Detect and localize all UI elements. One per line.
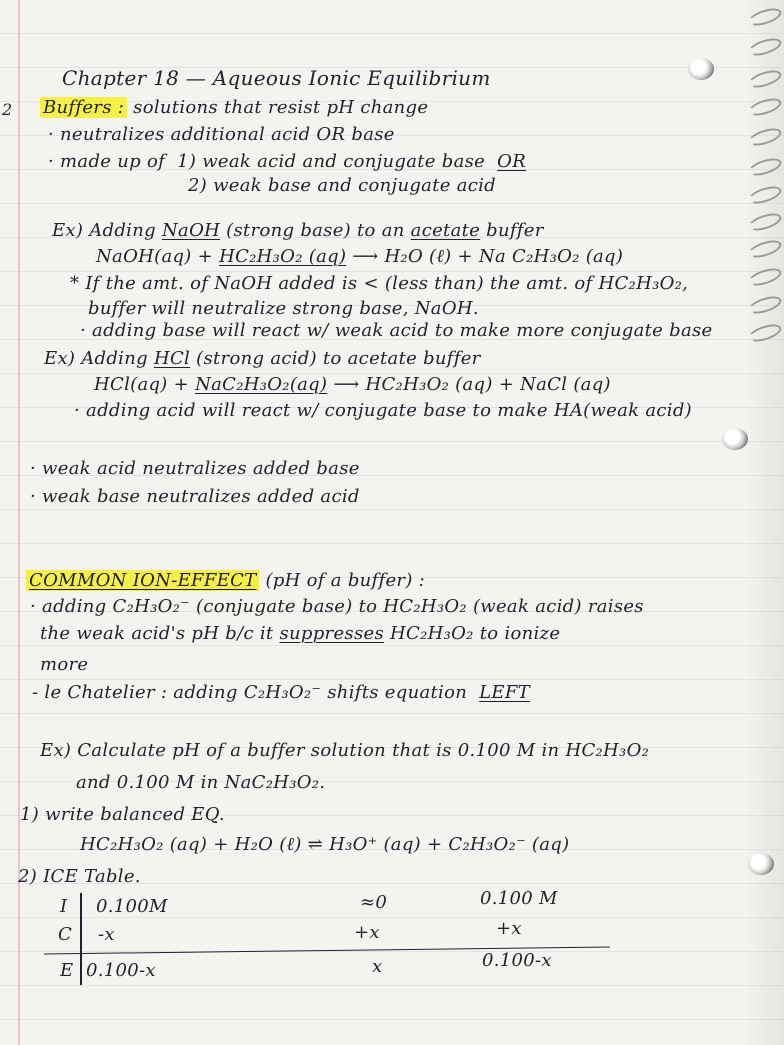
spiral-coil [747,125,784,149]
buffers-bullet-2-item-2: 2) weak base and conjugate acid [188,175,496,196]
ci-line4-prefix: - le Chatelier : adding C₂H₃O₂⁻ shifts equation [32,682,468,703]
ice-cell: 0.100 M [480,888,558,909]
common-ion-heading-suffix: (pH of a buffer) : [265,570,426,591]
ice-cell: x [372,956,383,977]
summary-line-2: · weak base neutralizes added acid [30,486,360,507]
margin-line [18,0,20,1045]
example-1-equation [96,246,623,267]
bullet-2-item-1: 1) weak acid and conjugate base [177,151,486,172]
ex2-reagent: HCl [153,348,191,369]
ice-cell: 0.100M [96,896,168,917]
ex1-buffer-word: acetate [410,220,481,241]
spiral-coil [747,293,784,317]
binder-hole [748,853,774,875]
ci-line2-key: suppresses [279,623,384,644]
spiral-binding [744,0,784,1045]
common-ion-line-4 [32,682,530,703]
spiral-coil [747,237,784,261]
ex1-suffix: buffer [486,220,544,241]
example-2-equation [94,374,611,395]
bullet-2-or-tag: OR [497,151,527,172]
common-ion-line-3: more [40,654,89,675]
binder-hole [722,428,748,450]
ex2-prefix: Ex) Adding [44,348,148,369]
ex1-prefix: Ex) Adding [52,220,156,241]
spiral-coil [747,183,784,207]
ex1-reagent: NaOH [161,220,221,241]
example-1-note-1: * If the amt. of NaOH added is < (less than) the amt. of HC₂H₃O₂, [70,273,689,294]
buffers-bullet-1: · neutralizes additional acid OR base [48,124,395,145]
ice-row-label: E [60,960,74,981]
ex2-eq-left: HCl(aq) + [94,374,190,395]
buffers-term-highlight: Buffers : [40,97,127,118]
buffers-definition: solutions that resist pH change [133,97,429,118]
ex2-suffix: (strong acid) to acetate buffer [196,348,481,369]
ice-cell: +x [496,918,522,939]
example-3-line-1: Ex) Calculate pH of a buffer solution that is 0.100 M in HC₂H₃O₂ [40,740,650,761]
example-3-line-2: and 0.100 M in NaC₂H₃O₂. [76,772,326,793]
example-1-note-2: buffer will neutralize strong base, NaOH. [88,298,479,319]
ci-line2-suffix: HC₂H₃O₂ to ionize [390,623,561,644]
spiral-coil [747,5,784,29]
example-3-equation: HC₂H₃O₂ (aq) + H₂O (ℓ) ⇌ H₃O⁺ (aq) + C₂H₃O₂⁻ (aq) [80,834,570,855]
ice-cell: +x [354,922,380,943]
spiral-coil [747,321,784,345]
ci-line4-key: LEFT [479,682,530,703]
example-2-note: · adding acid will react w/ conjugate base to make HA(weak acid) [74,400,692,421]
ci-line2-prefix: the weak acid's pH b/c it [40,623,274,644]
common-ion-heading: COMMON ION-EFFECT [26,570,259,591]
example-1-intro [52,220,544,241]
ice-vertical-rule [80,893,82,985]
example-3-step-1: 1) write balanced EQ. [20,804,225,825]
buffers-definition-line [40,97,428,118]
ice-cell: -x [98,924,115,945]
ice-cell: 0.100-x [482,950,552,971]
common-ion-heading-line [26,570,425,591]
example-1-note-3: · adding base will react w/ weak acid to make more conjugate base [80,320,713,341]
ex2-eq-reactant-2: NaC₂H₃O₂(aq) [195,374,328,395]
common-ion-line-1: · adding C₂H₃O₂⁻ (conjugate base) to HC₂H₃O₂ (weak acid) raises [30,596,644,617]
spiral-coil [747,95,784,119]
spiral-coil [747,210,784,234]
ice-row-label: I [60,896,68,917]
ice-cell: 0.100-x [86,960,156,981]
ex1-eq-reactant-2: HC₂H₃O₂ (aq) [219,246,347,267]
summary-line-1: · weak acid neutralizes added base [30,458,360,479]
ice-row-label: C [58,924,73,945]
ice-cell: ≈0 [360,892,388,913]
ex1-eq-left: NaOH(aq) + [96,246,214,267]
common-ion-line-2 [40,623,560,644]
ex1-eq-right: ⟶ H₂O (ℓ) + Na C₂H₃O₂ (aq) [352,246,624,267]
example-2-intro [44,348,481,369]
ex2-eq-right: ⟶ HC₂H₃O₂ (aq) + NaCl (aq) [333,374,611,395]
page-number: 2 [2,100,13,119]
buffers-bullet-2 [48,151,526,172]
binder-hole [688,58,714,80]
spiral-coil [747,265,784,289]
spiral-coil [747,35,784,59]
spiral-coil [747,155,784,179]
ex1-mid: (strong base) to an [226,220,405,241]
example-3-step-2: 2) ICE Table. [18,866,141,887]
page-title: Chapter 18 — Aqueous Ionic Equilibrium [62,66,491,90]
spiral-coil [747,67,784,91]
bullet-2-prefix: · made up of [48,151,166,172]
